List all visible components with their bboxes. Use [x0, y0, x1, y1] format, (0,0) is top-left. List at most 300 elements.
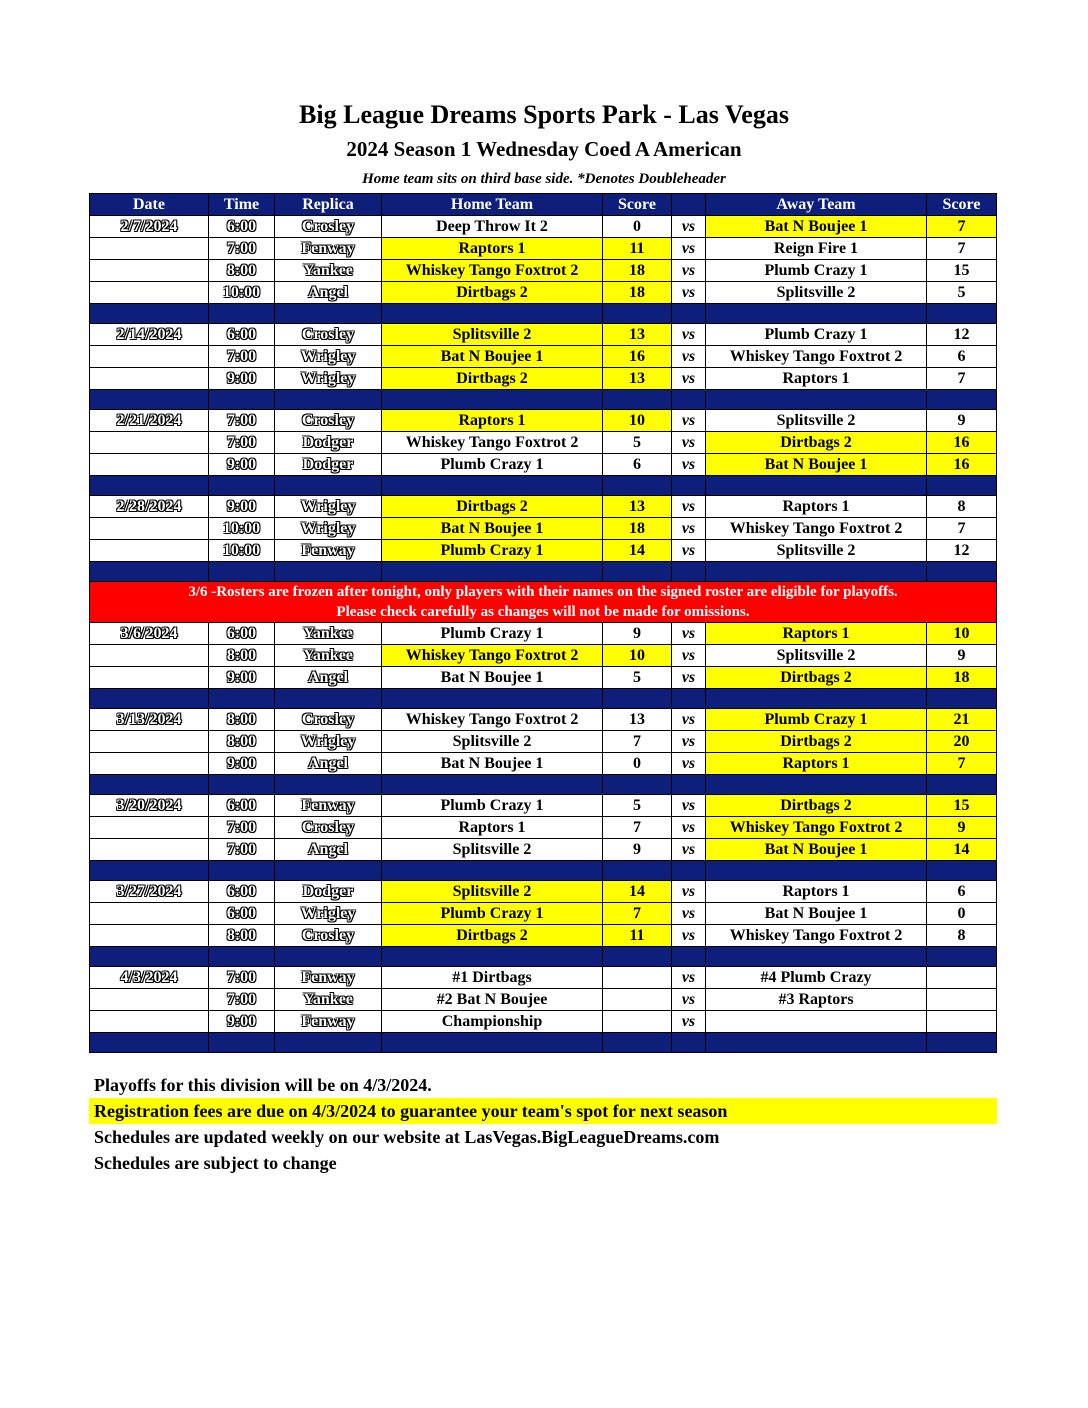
separator-cell — [382, 947, 603, 967]
separator-cell — [209, 861, 275, 881]
separator-cell — [706, 861, 927, 881]
home-score: 16 — [603, 346, 672, 368]
game-replica-field: Crosley — [275, 410, 382, 432]
game-date: 3/6/2024 — [90, 623, 209, 645]
game-date: 2/28/2024 — [90, 496, 209, 518]
header-home-team: Home Team — [382, 194, 603, 216]
home-score: 0 — [603, 753, 672, 775]
away-score: 15 — [927, 795, 997, 817]
vs-label: vs — [672, 709, 706, 731]
away-team: Dirtbags 2 — [706, 432, 927, 454]
game-replica-field: Dodger — [275, 432, 382, 454]
away-team: Bat N Boujee 1 — [706, 839, 927, 861]
game-date — [90, 903, 209, 925]
game-row — [90, 216, 997, 238]
separator-cell — [927, 1033, 997, 1053]
away-score: 14 — [927, 839, 997, 861]
game-row — [90, 1011, 997, 1033]
away-score: 9 — [927, 410, 997, 432]
game-time: 9:00 — [209, 496, 275, 518]
game-row — [90, 496, 997, 518]
home-score — [603, 967, 672, 989]
home-team: Splitsville 2 — [382, 839, 603, 861]
game-replica-field: Yankee — [275, 260, 382, 282]
vs-label: vs — [672, 817, 706, 839]
game-time: 7:00 — [209, 410, 275, 432]
header-home-score: Score — [603, 194, 672, 216]
game-replica-field: Wrigley — [275, 346, 382, 368]
game-row — [90, 410, 997, 432]
away-score — [927, 967, 997, 989]
away-team: Bat N Boujee 1 — [706, 216, 927, 238]
away-team: Plumb Crazy 1 — [706, 324, 927, 346]
separator-cell — [672, 1033, 706, 1053]
game-time: 9:00 — [209, 368, 275, 390]
home-team: Whiskey Tango Foxtrot 2 — [382, 432, 603, 454]
home-team: Splitsville 2 — [382, 731, 603, 753]
away-team: Splitsville 2 — [706, 282, 927, 304]
home-score: 13 — [603, 496, 672, 518]
home-team: Championship — [382, 1011, 603, 1033]
home-score: 13 — [603, 368, 672, 390]
separator-cell — [90, 562, 209, 582]
game-date — [90, 817, 209, 839]
away-score: 21 — [927, 709, 997, 731]
separator-cell — [603, 861, 672, 881]
separator-cell — [927, 562, 997, 582]
separator-cell — [209, 689, 275, 709]
away-score: 7 — [927, 753, 997, 775]
game-date — [90, 346, 209, 368]
vs-label: vs — [672, 496, 706, 518]
vs-label: vs — [672, 324, 706, 346]
separator-cell — [672, 390, 706, 410]
game-replica-field: Fenway — [275, 1011, 382, 1033]
separator-cell — [209, 476, 275, 496]
home-team: Splitsville 2 — [382, 881, 603, 903]
game-row — [90, 817, 997, 839]
game-time: 9:00 — [209, 1011, 275, 1033]
away-team: Raptors 1 — [706, 368, 927, 390]
footer-change: Schedules are subject to change — [94, 1153, 337, 1173]
separator-cell — [603, 304, 672, 324]
header-row — [90, 194, 997, 216]
away-team: Plumb Crazy 1 — [706, 260, 927, 282]
separator-cell — [706, 775, 927, 795]
separator-cell — [382, 775, 603, 795]
home-score: 9 — [603, 623, 672, 645]
separator-cell — [382, 1033, 603, 1053]
away-score: 12 — [927, 324, 997, 346]
home-team: Whiskey Tango Foxtrot 2 — [382, 645, 603, 667]
footer-registration: Registration fees are due on 4/3/2024 to guarantee your team's spot for next season — [89, 1098, 997, 1124]
away-score: 7 — [927, 368, 997, 390]
game-date — [90, 753, 209, 775]
home-score: 6 — [603, 454, 672, 476]
game-replica-field: Yankee — [275, 989, 382, 1011]
separator-cell — [209, 304, 275, 324]
game-date: 4/3/2024 — [90, 967, 209, 989]
separator-cell — [382, 476, 603, 496]
away-team: Splitsville 2 — [706, 645, 927, 667]
separator-cell — [706, 476, 927, 496]
home-team: Bat N Boujee 1 — [382, 753, 603, 775]
separator-cell — [603, 390, 672, 410]
schedule-table — [89, 193, 997, 1053]
game-time: 7:00 — [209, 432, 275, 454]
roster-alert-line2: Please check carefully as changes will not be made for omissions. — [336, 604, 750, 620]
home-team: Raptors 1 — [382, 410, 603, 432]
home-team: Dirtbags 2 — [382, 368, 603, 390]
game-replica-field: Crosley — [275, 817, 382, 839]
separator-cell — [275, 947, 382, 967]
away-score: 7 — [927, 238, 997, 260]
game-row — [90, 282, 997, 304]
home-team: Whiskey Tango Foxtrot 2 — [382, 709, 603, 731]
away-score: 8 — [927, 496, 997, 518]
home-score: 7 — [603, 903, 672, 925]
separator-cell — [275, 775, 382, 795]
home-team-note: Home team sits on third base side. *Denotes Doubleheader — [362, 171, 726, 187]
vs-label: vs — [672, 903, 706, 925]
separator-cell — [275, 1033, 382, 1053]
home-team: #2 Bat N Boujee — [382, 989, 603, 1011]
week-separator-row — [90, 689, 997, 709]
game-date — [90, 925, 209, 947]
game-date — [90, 540, 209, 562]
game-date — [90, 368, 209, 390]
home-team: Plumb Crazy 1 — [382, 623, 603, 645]
home-team: Plumb Crazy 1 — [382, 903, 603, 925]
away-team: #4 Plumb Crazy — [706, 967, 927, 989]
schedule-body — [90, 216, 997, 1053]
separator-cell — [603, 562, 672, 582]
home-team: Raptors 1 — [382, 817, 603, 839]
week-separator-row — [90, 476, 997, 496]
away-team: Raptors 1 — [706, 623, 927, 645]
game-row — [90, 903, 997, 925]
vs-label: vs — [672, 839, 706, 861]
separator-cell — [672, 304, 706, 324]
game-replica-field: Crosley — [275, 709, 382, 731]
separator-cell — [927, 861, 997, 881]
game-row — [90, 454, 997, 476]
game-replica-field: Wrigley — [275, 731, 382, 753]
roster-alert — [90, 582, 997, 623]
game-time: 8:00 — [209, 709, 275, 731]
separator-cell — [209, 775, 275, 795]
away-score: 18 — [927, 667, 997, 689]
game-replica-field: Wrigley — [275, 496, 382, 518]
game-row — [90, 260, 997, 282]
separator-cell — [90, 1033, 209, 1053]
away-team: Reign Fire 1 — [706, 238, 927, 260]
vs-label: vs — [672, 731, 706, 753]
game-row — [90, 667, 997, 689]
home-score: 11 — [603, 925, 672, 947]
home-score: 10 — [603, 645, 672, 667]
game-row — [90, 967, 997, 989]
home-score — [603, 989, 672, 1011]
game-time: 6:00 — [209, 795, 275, 817]
game-time: 6:00 — [209, 324, 275, 346]
game-time: 7:00 — [209, 238, 275, 260]
game-row — [90, 623, 997, 645]
away-score: 16 — [927, 432, 997, 454]
vs-label: vs — [672, 623, 706, 645]
game-replica-field: Fenway — [275, 540, 382, 562]
away-score: 9 — [927, 817, 997, 839]
vs-label: vs — [672, 1011, 706, 1033]
roster-alert-line1: 3/6 -Rosters are frozen after tonight, only players with their names on the signed roster are eligible for playoffs. — [188, 584, 898, 600]
game-time: 7:00 — [209, 817, 275, 839]
separator-cell — [90, 947, 209, 967]
separator-cell — [927, 689, 997, 709]
header-date: Date — [90, 194, 209, 216]
separator-cell — [603, 689, 672, 709]
separator-cell — [382, 562, 603, 582]
home-score: 5 — [603, 667, 672, 689]
game-date — [90, 260, 209, 282]
game-time: 10:00 — [209, 518, 275, 540]
separator-cell — [706, 390, 927, 410]
home-team: Deep Throw It 2 — [382, 216, 603, 238]
separator-cell — [382, 689, 603, 709]
game-row — [90, 368, 997, 390]
game-date: 3/20/2024 — [90, 795, 209, 817]
game-row — [90, 540, 997, 562]
game-date — [90, 454, 209, 476]
vs-label: vs — [672, 667, 706, 689]
away-score: 20 — [927, 731, 997, 753]
game-date: 3/13/2024 — [90, 709, 209, 731]
roster-alert-row — [90, 582, 997, 623]
vs-label: vs — [672, 216, 706, 238]
home-score: 7 — [603, 817, 672, 839]
separator-cell — [672, 775, 706, 795]
separator-cell — [275, 689, 382, 709]
week-separator-row — [90, 562, 997, 582]
home-team: Bat N Boujee 1 — [382, 346, 603, 368]
game-replica-field: Angel — [275, 839, 382, 861]
away-team: Dirtbags 2 — [706, 667, 927, 689]
game-replica-field: Angel — [275, 753, 382, 775]
vs-label: vs — [672, 881, 706, 903]
away-team: Bat N Boujee 1 — [706, 454, 927, 476]
game-date — [90, 989, 209, 1011]
game-replica-field: Crosley — [275, 324, 382, 346]
separator-cell — [672, 947, 706, 967]
game-row — [90, 753, 997, 775]
game-time: 9:00 — [209, 667, 275, 689]
vs-label: vs — [672, 282, 706, 304]
game-replica-field: Fenway — [275, 967, 382, 989]
game-replica-field: Yankee — [275, 623, 382, 645]
separator-cell — [90, 390, 209, 410]
vs-label: vs — [672, 346, 706, 368]
separator-cell — [603, 947, 672, 967]
separator-cell — [90, 861, 209, 881]
game-time: 7:00 — [209, 967, 275, 989]
game-date — [90, 518, 209, 540]
away-team: Whiskey Tango Foxtrot 2 — [706, 817, 927, 839]
away-score: 7 — [927, 518, 997, 540]
home-team: Plumb Crazy 1 — [382, 795, 603, 817]
home-score: 0 — [603, 216, 672, 238]
game-time: 7:00 — [209, 346, 275, 368]
game-row — [90, 432, 997, 454]
away-team: Whiskey Tango Foxtrot 2 — [706, 346, 927, 368]
game-time: 8:00 — [209, 645, 275, 667]
home-score: 14 — [603, 540, 672, 562]
game-time: 10:00 — [209, 282, 275, 304]
home-team: Plumb Crazy 1 — [382, 454, 603, 476]
game-date — [90, 282, 209, 304]
home-score: 9 — [603, 839, 672, 861]
game-replica-field: Yankee — [275, 645, 382, 667]
separator-cell — [927, 390, 997, 410]
game-replica-field: Fenway — [275, 238, 382, 260]
vs-label: vs — [672, 238, 706, 260]
footer-website: Schedules are updated weekly on our website at LasVegas.BigLeagueDreams.com — [94, 1127, 720, 1147]
week-separator-row — [90, 390, 997, 410]
separator-cell — [275, 861, 382, 881]
away-score: 15 — [927, 260, 997, 282]
away-score: 6 — [927, 346, 997, 368]
home-score: 11 — [603, 238, 672, 260]
game-replica-field: Dodger — [275, 881, 382, 903]
game-time: 6:00 — [209, 881, 275, 903]
game-row — [90, 731, 997, 753]
game-date: 2/7/2024 — [90, 216, 209, 238]
home-score: 5 — [603, 795, 672, 817]
game-date: 2/21/2024 — [90, 410, 209, 432]
game-row — [90, 324, 997, 346]
vs-label: vs — [672, 645, 706, 667]
separator-cell — [275, 476, 382, 496]
home-score: 5 — [603, 432, 672, 454]
vs-label: vs — [672, 368, 706, 390]
vs-label: vs — [672, 795, 706, 817]
game-time: 8:00 — [209, 731, 275, 753]
separator-cell — [603, 1033, 672, 1053]
header-vs — [672, 194, 706, 216]
game-replica-field: Crosley — [275, 925, 382, 947]
vs-label: vs — [672, 989, 706, 1011]
home-team: Whiskey Tango Foxtrot 2 — [382, 260, 603, 282]
game-time: 6:00 — [209, 903, 275, 925]
home-score: 7 — [603, 731, 672, 753]
away-team: Dirtbags 2 — [706, 795, 927, 817]
separator-cell — [927, 947, 997, 967]
page-subtitle: 2024 Season 1 Wednesday Coed A American — [346, 137, 742, 161]
game-date — [90, 432, 209, 454]
week-separator-row — [90, 861, 997, 881]
away-score: 6 — [927, 881, 997, 903]
separator-cell — [382, 304, 603, 324]
separator-cell — [927, 304, 997, 324]
vs-label: vs — [672, 967, 706, 989]
home-team: Dirtbags 2 — [382, 282, 603, 304]
home-score: 14 — [603, 881, 672, 903]
separator-cell — [706, 562, 927, 582]
separator-cell — [706, 1033, 927, 1053]
game-time: 9:00 — [209, 454, 275, 476]
game-row — [90, 518, 997, 540]
game-row — [90, 709, 997, 731]
home-team: Splitsville 2 — [382, 324, 603, 346]
away-score: 5 — [927, 282, 997, 304]
separator-cell — [275, 304, 382, 324]
separator-cell — [672, 476, 706, 496]
vs-label: vs — [672, 540, 706, 562]
away-team: Raptors 1 — [706, 496, 927, 518]
separator-cell — [382, 861, 603, 881]
game-date — [90, 839, 209, 861]
game-time: 7:00 — [209, 989, 275, 1011]
game-row — [90, 989, 997, 1011]
game-time: 6:00 — [209, 623, 275, 645]
game-replica-field: Angel — [275, 282, 382, 304]
separator-cell — [209, 947, 275, 967]
home-team: Dirtbags 2 — [382, 496, 603, 518]
game-replica-field: Crosley — [275, 216, 382, 238]
week-separator-row — [90, 1033, 997, 1053]
game-date — [90, 731, 209, 753]
separator-cell — [90, 476, 209, 496]
home-score — [603, 1011, 672, 1033]
game-replica-field: Wrigley — [275, 518, 382, 540]
away-team: Splitsville 2 — [706, 540, 927, 562]
away-score: 8 — [927, 925, 997, 947]
home-team: Plumb Crazy 1 — [382, 540, 603, 562]
game-time: 7:00 — [209, 839, 275, 861]
separator-cell — [209, 390, 275, 410]
game-time: 10:00 — [209, 540, 275, 562]
game-date — [90, 645, 209, 667]
away-team: Whiskey Tango Foxtrot 2 — [706, 518, 927, 540]
separator-cell — [706, 304, 927, 324]
game-replica-field: Dodger — [275, 454, 382, 476]
vs-label: vs — [672, 432, 706, 454]
away-score: 10 — [927, 623, 997, 645]
game-row — [90, 795, 997, 817]
game-date — [90, 238, 209, 260]
away-score: 7 — [927, 216, 997, 238]
home-team: Bat N Boujee 1 — [382, 667, 603, 689]
away-score: 12 — [927, 540, 997, 562]
separator-cell — [90, 304, 209, 324]
separator-cell — [90, 775, 209, 795]
home-team: #1 Dirtbags — [382, 967, 603, 989]
separator-cell — [706, 689, 927, 709]
game-row — [90, 925, 997, 947]
away-team: Splitsville 2 — [706, 410, 927, 432]
game-time: 6:00 — [209, 216, 275, 238]
game-replica-field: Wrigley — [275, 368, 382, 390]
separator-cell — [209, 562, 275, 582]
away-score — [927, 1011, 997, 1033]
separator-cell — [90, 689, 209, 709]
separator-cell — [275, 390, 382, 410]
header-time: Time — [209, 194, 275, 216]
separator-cell — [672, 861, 706, 881]
home-score: 18 — [603, 260, 672, 282]
away-team: Raptors 1 — [706, 881, 927, 903]
game-row — [90, 645, 997, 667]
page-title: Big League Dreams Sports Park - Las Vegas — [299, 100, 789, 129]
vs-label: vs — [672, 454, 706, 476]
